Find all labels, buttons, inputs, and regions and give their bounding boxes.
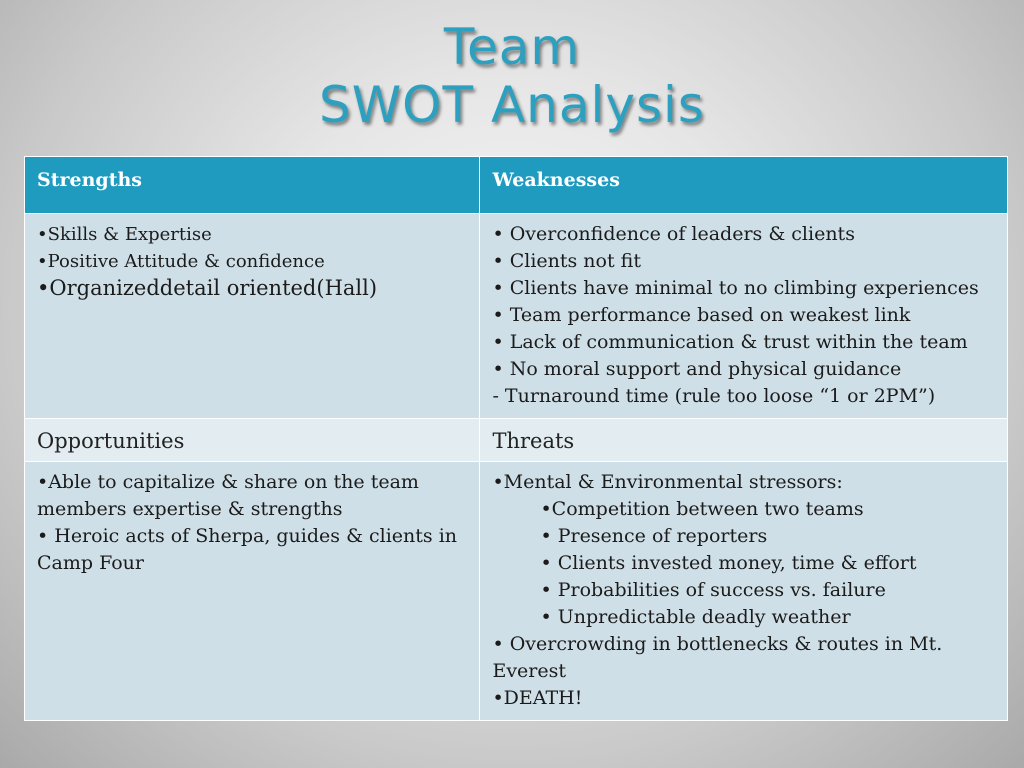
weakness-item: • Lack of communication & trust within the team bbox=[492, 331, 968, 353]
strength-item: •Organizeddetail oriented(Hall) bbox=[37, 276, 378, 300]
opportunities-cell bbox=[25, 462, 480, 721]
threat-item: • Overcrowding in bottlenecks & routes in Mt. Everest bbox=[492, 633, 943, 682]
threats-header: Threats bbox=[492, 429, 575, 453]
strengths-header-cell bbox=[25, 157, 480, 214]
weakness-item: • Overconfidence of leaders & clients bbox=[492, 223, 855, 245]
opportunities-threats-header-row bbox=[25, 419, 1008, 462]
strengths-weaknesses-row bbox=[25, 214, 1008, 419]
strengths-header: Strengths bbox=[37, 169, 142, 191]
slide-title bbox=[0, 18, 1024, 134]
threat-intro: •Mental & Environmental stressors: bbox=[492, 471, 843, 493]
weakness-item: - Turnaround time (rule too loose “1 or 2PM”) bbox=[492, 385, 936, 407]
weakness-item: • No moral support and physical guidance bbox=[492, 358, 902, 380]
threat-item: •DEATH! bbox=[492, 687, 583, 709]
strength-item: •Positive Attitude & confidence bbox=[37, 251, 325, 272]
title-line-1: Team bbox=[443, 18, 581, 76]
weakness-item: • Team performance based on weakest link bbox=[492, 304, 911, 326]
threat-sub-item: • Probabilities of success vs. failure bbox=[540, 579, 886, 601]
opportunity-item: • Heroic acts of Sherpa, guides & clients in Camp Four bbox=[37, 525, 458, 574]
swot-table bbox=[24, 156, 1008, 721]
threat-sub-item: • Unpredictable deadly weather bbox=[540, 606, 851, 628]
threats-header-cell bbox=[480, 419, 1008, 462]
threat-sub-item: • Clients invested money, time & effort bbox=[540, 552, 917, 574]
opportunities-threats-row bbox=[25, 462, 1008, 721]
threats-cell bbox=[480, 462, 1008, 721]
strength-item: •Skills & Expertise bbox=[37, 224, 212, 245]
weaknesses-header: Weaknesses bbox=[492, 169, 620, 191]
weakness-item: • Clients have minimal to no climbing experiences bbox=[492, 277, 979, 299]
strengths-cell bbox=[25, 214, 480, 419]
weakness-item: • Clients not fit bbox=[492, 250, 641, 272]
opportunity-item: •Able to capitalize & share on the team members expertise & strengths bbox=[37, 471, 419, 520]
weaknesses-header-cell bbox=[480, 157, 1008, 214]
title-line-2: SWOT Analysis bbox=[319, 76, 705, 134]
swot-header-row bbox=[25, 157, 1008, 214]
opportunities-header: Opportunities bbox=[37, 429, 185, 453]
weaknesses-cell bbox=[480, 214, 1008, 419]
threat-sub-item: • Presence of reporters bbox=[540, 525, 768, 547]
opportunities-header-cell bbox=[25, 419, 480, 462]
threat-sub-item: •Competition between two teams bbox=[540, 498, 864, 520]
